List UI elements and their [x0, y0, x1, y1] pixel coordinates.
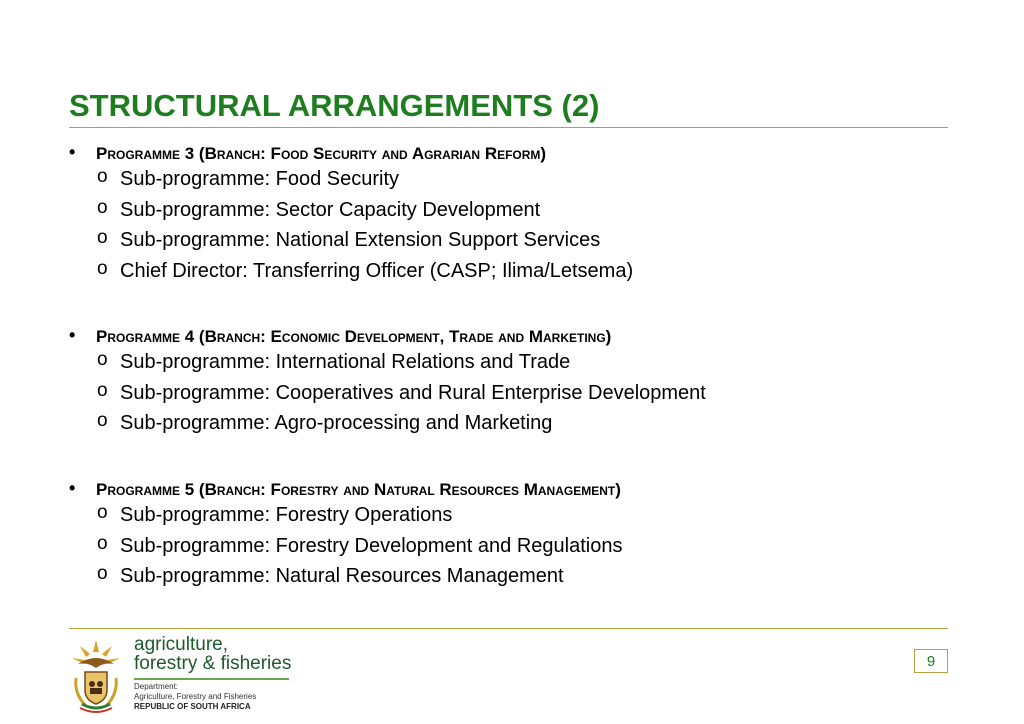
bullet: • — [69, 478, 76, 498]
sub-bullet: o — [97, 532, 108, 554]
list-item-text: Chief Director: Transferring Officer (CASP; Ilima/Letsema) — [120, 259, 634, 282]
sub-bullet: o — [97, 410, 108, 431]
brand-name-line-2: forestry & fisheries — [134, 653, 292, 674]
sub-bullet: o — [97, 379, 108, 401]
list-item-text: Sub-programme: International Relations and Trade — [120, 351, 571, 373]
sub-bullet: o — [97, 563, 108, 584]
department-name: Agriculture, Forestry and Fisheries — [134, 692, 257, 701]
list-item-text: Sub-programme: Forestry Development and Regulations — [120, 534, 623, 557]
bullet: • — [69, 142, 76, 162]
programme-heading-text: Programme 4 (Branch: Economic Development, Trade and Marketing) — [96, 327, 612, 346]
footer-divider — [69, 628, 948, 629]
list-item-text: Sub-programme: Food Security — [120, 168, 400, 190]
list-item-text: Sub-programme: Cooperatives and Rural Enterprise Development — [120, 381, 706, 404]
sub-bullet: o — [97, 166, 108, 187]
sub-bullet: o — [97, 502, 108, 523]
title-divider — [69, 127, 948, 128]
list-item-text: Sub-programme: National Extension Support Services — [120, 229, 601, 251]
sub-bullet: o — [97, 257, 108, 279]
list-item-text: Sub-programme: Natural Resources Management — [120, 565, 564, 587]
slide-title: STRUCTURAL ARRANGEMENTS (2) — [69, 88, 600, 123]
brand-underline — [134, 678, 289, 680]
sub-bullet: o — [97, 196, 108, 218]
list-item-text: Sub-programme: Agro-processing and Marketing — [120, 412, 553, 434]
list-item-text: Sub-programme: Sector Capacity Development — [120, 198, 541, 221]
bullet: • — [69, 325, 76, 345]
programme-heading-text: Programme 3 (Branch: Food Security and Agrarian Reform) — [96, 144, 547, 163]
coat-of-arms-icon — [68, 638, 124, 714]
page-number: 9 — [914, 649, 948, 673]
programme-heading-text: Programme 5 (Branch: Forestry and Natural Resources Management) — [96, 480, 621, 499]
brand-name-line-1: agriculture, — [134, 634, 228, 655]
country-name: REPUBLIC OF SOUTH AFRICA — [134, 702, 251, 711]
sub-bullet: o — [97, 227, 108, 248]
sub-bullet: o — [97, 349, 108, 370]
department-label: Department: — [134, 682, 179, 691]
department-logo — [68, 634, 298, 718]
list-item-text: Sub-programme: Forestry Operations — [120, 504, 453, 526]
